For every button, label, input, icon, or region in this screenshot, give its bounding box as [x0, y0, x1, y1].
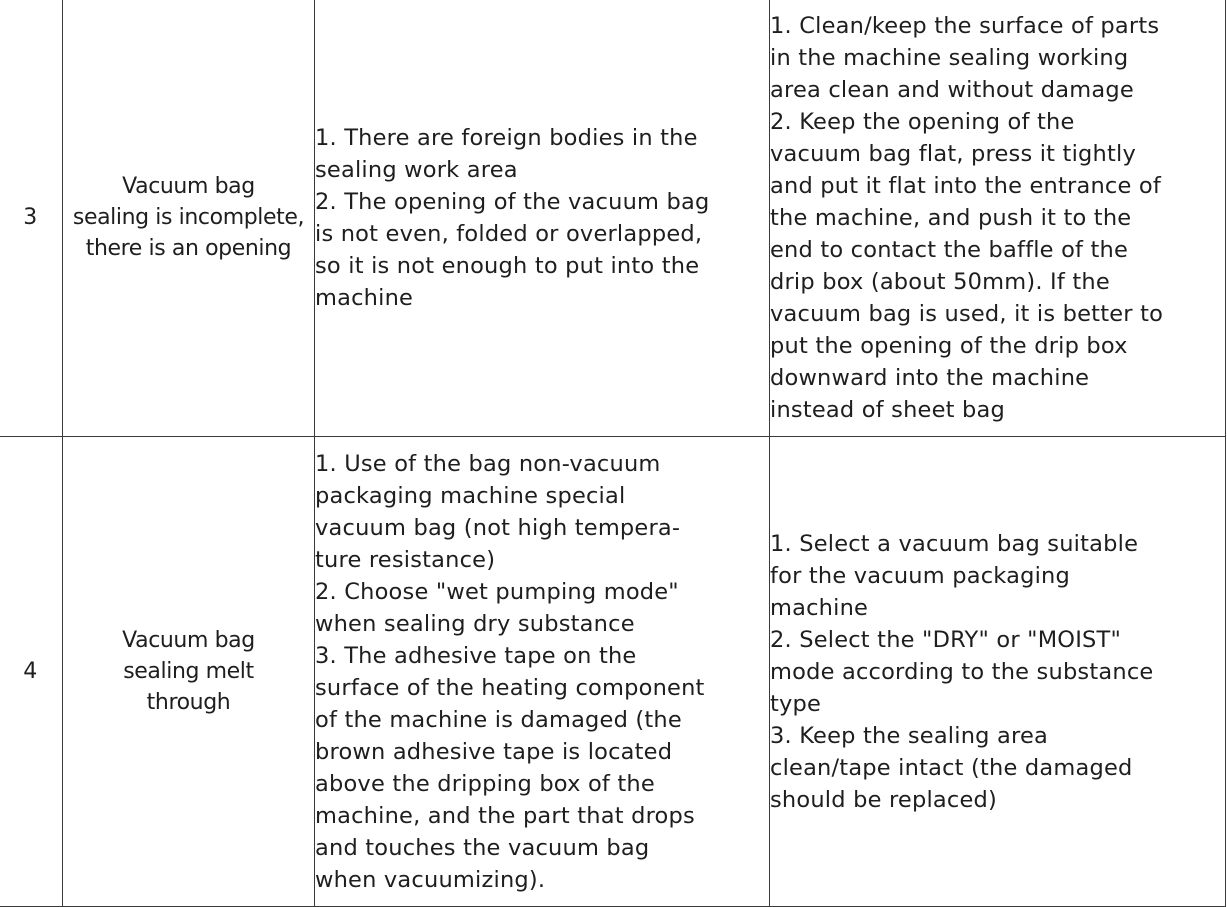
cause-line: when vacuumizing).: [315, 866, 546, 893]
row-number: [0, 437, 63, 907]
solution-line: end to contact the baffle of the: [770, 236, 1129, 263]
cause-line: machine: [315, 284, 414, 311]
solution-line: 1. Clean/keep the surface of parts: [770, 12, 1160, 39]
cause-line: vacuum bag (not high tempera-: [315, 514, 681, 541]
solution-line: 3. Keep the sealing area: [770, 722, 1048, 749]
fault-description: [63, 0, 315, 437]
solution-line: area clean and without damage: [770, 76, 1134, 103]
solution-line: mode according to the substance: [770, 658, 1154, 685]
cause-cell: [315, 437, 770, 907]
cause-cell: [315, 0, 770, 437]
fault-line: sealing melt: [123, 659, 254, 684]
cause-line: so it is not enough to put into the: [315, 252, 700, 279]
fault-description: [63, 437, 315, 907]
solution-line: vacuum bag is used, it is better to: [770, 300, 1164, 327]
solution-cell: [770, 437, 1226, 907]
solution-line: and put it flat into the entrance of: [770, 172, 1161, 199]
row-number: [0, 0, 63, 437]
cause-line: 2. Choose "wet pumping mode": [315, 578, 679, 605]
row-number-text: 4: [23, 659, 38, 684]
solution-line: drip box (about 50mm). If the: [770, 268, 1110, 295]
cause-line: 1. Use of the bag non-vacuum: [315, 450, 661, 477]
solution-line: 1. Select a vacuum bag suitable: [770, 530, 1139, 557]
cause-line: ture resistance): [315, 546, 496, 573]
cause-line: packaging machine special: [315, 482, 626, 509]
cause-line: machine, and the part that drops: [315, 802, 695, 829]
fault-line: through: [146, 690, 231, 715]
cause-line: 1. There are foreign bodies in the: [315, 124, 698, 151]
cause-line: is not even, folded or overlapped,: [315, 220, 703, 247]
cause-line: and touches the vacuum bag: [315, 834, 650, 861]
solution-line: clean/tape intact (the damaged: [770, 754, 1133, 781]
fault-line: there is an opening: [85, 236, 292, 261]
cause-line: above the dripping box of the: [315, 770, 655, 797]
solution-line: 2. Keep the opening of the: [770, 108, 1075, 135]
cause-line: of the machine is damaged (the: [315, 706, 682, 733]
table-row: [0, 0, 1226, 437]
solution-line: the machine, and push it to the: [770, 204, 1132, 231]
solution-line: 2. Select the "DRY" or "MOIST": [770, 626, 1122, 653]
cause-line: 3. The adhesive tape on the: [315, 642, 637, 669]
fault-line: Vacuum bag: [122, 174, 255, 199]
solution-line: should be replaced): [770, 786, 997, 813]
solution-line: machine: [770, 594, 869, 621]
solution-line: for the vacuum packaging: [770, 562, 1070, 589]
cause-line: brown adhesive tape is located: [315, 738, 673, 765]
solution-line: type: [770, 690, 822, 717]
solution-line: downward into the machine: [770, 364, 1090, 391]
cause-line: when sealing dry substance: [315, 610, 635, 637]
solution-line: vacuum bag flat, press it tightly: [770, 140, 1136, 167]
table-row: [0, 437, 1226, 907]
solution-line: put the opening of the drip box: [770, 332, 1128, 359]
row-number-text: 3: [23, 205, 38, 230]
cause-line: sealing work area: [315, 156, 518, 183]
cause-line: surface of the heating component: [315, 674, 705, 701]
solution-line: in the machine sealing working: [770, 44, 1129, 71]
solution-cell: [770, 0, 1226, 437]
cause-line: 2. The opening of the vacuum bag: [315, 188, 710, 215]
fault-line: sealing is incomplete,: [72, 205, 305, 230]
fault-line: Vacuum bag: [122, 628, 255, 653]
solution-line: instead of sheet bag: [770, 396, 1005, 423]
